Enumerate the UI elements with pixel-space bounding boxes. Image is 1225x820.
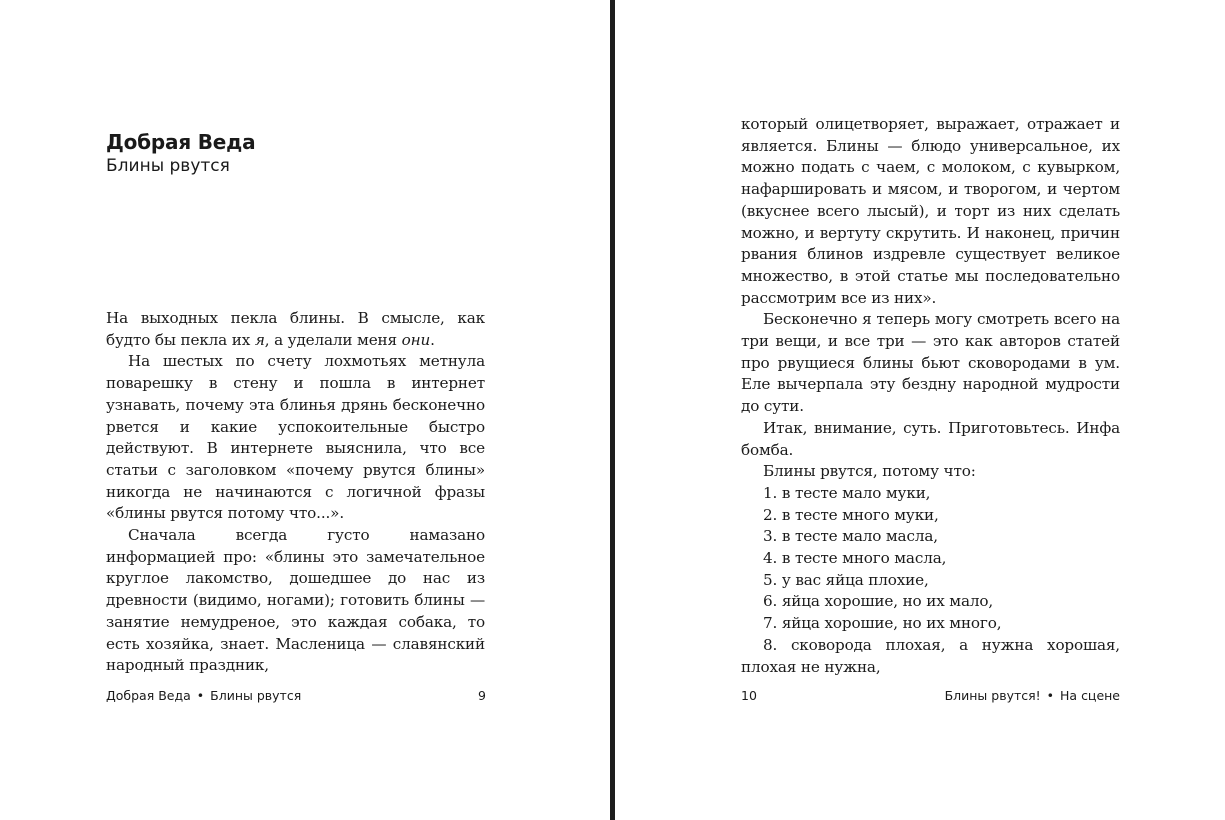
right-text-column: [741, 114, 1120, 678]
paragraph: Блины рвутся, потому что:: [763, 462, 976, 481]
left-text-column: [106, 308, 485, 677]
running-footer: [106, 688, 301, 703]
footer-separator: •: [196, 688, 205, 703]
numbered-list: [741, 483, 1120, 678]
paragraph: Итак, внимание, суть. Приготовьтесь. Инфа бомба.: [741, 418, 1120, 459]
right-page: [615, 0, 1225, 820]
list-item: 1. в тесте мало муки,: [763, 483, 931, 502]
paragraph: который олицетворяет, выражает, отражает и является. Блины — блюдо универсальное, их можно подать с чаем, с молоком, с кувырком, нафаршировать и мясом, и творогом, и чертом (вкуснее всего лысый), и торт из них сделать можно, и вертуту скрутить. И наконец, причин рвания блинов издревле существует великое множество, в этой статье мы последовательно рассмотрим все из них».: [741, 115, 1120, 307]
footer-author: Добрая Веда: [106, 688, 191, 703]
footer-section: На сцене: [1060, 688, 1120, 703]
list-item: 6. яйца хорошие, но их мало,: [763, 592, 994, 611]
paragraph: На шестых по счету лохмотьях метнула поварешку в стену и пошла в интернет узнавать, почему эта блинья дрянь бесконечно рвется и какие успокоительные быстро действуют. В интернете выяснила, что все статьи с заголовком «почему рвутся блины» никогда не начинаются с логичной фразы «блины рвутся потому что...».: [106, 352, 485, 523]
list-item: 4. в тесте много масла,: [763, 549, 947, 568]
page-number: 9: [478, 688, 486, 703]
chapter-author-title: Добрая Веда: [106, 130, 256, 154]
footer-title: Блины рвутся: [210, 688, 302, 703]
list-item: 8. сковорода плохая, а нужна хорошая, плохая не нужна,: [741, 635, 1120, 676]
paragraph: Сначала всегда густо намазано информацией про: «блины это замечательное круглое лакомство, дошедшее до нас из древности (видимо, ногами); готовить блины — занятие немудреное, это каждая собака, то есть хозяйка, знает. Масленица — славянский народный праздник,: [106, 526, 485, 675]
footer-separator: •: [1046, 688, 1055, 703]
footer-title: Блины рвутся!: [944, 688, 1041, 703]
paragraph: Бесконечно я теперь могу смотреть всего на три вещи, и все три — это как авторов статей про рвущиеся блины бьют сковородами в ум. Еле вычерпала эту бездну народной мудрости до сути.: [741, 310, 1120, 416]
page-number: 10: [741, 688, 757, 703]
list-item: 3. в тесте мало масла,: [763, 527, 938, 546]
list-item: 5. у вас яйца плохие,: [763, 570, 929, 589]
left-page: [0, 0, 610, 820]
chapter-subtitle: Блины рвутся: [106, 156, 230, 176]
paragraph: На выходных пекла блины. В смысле, как будто бы пекла их я, а уделали меня они.: [106, 309, 485, 349]
running-footer: [945, 688, 1120, 703]
list-item: 2. в тесте много муки,: [763, 505, 939, 524]
list-item: 7. яйца хорошие, но их много,: [763, 614, 1002, 633]
